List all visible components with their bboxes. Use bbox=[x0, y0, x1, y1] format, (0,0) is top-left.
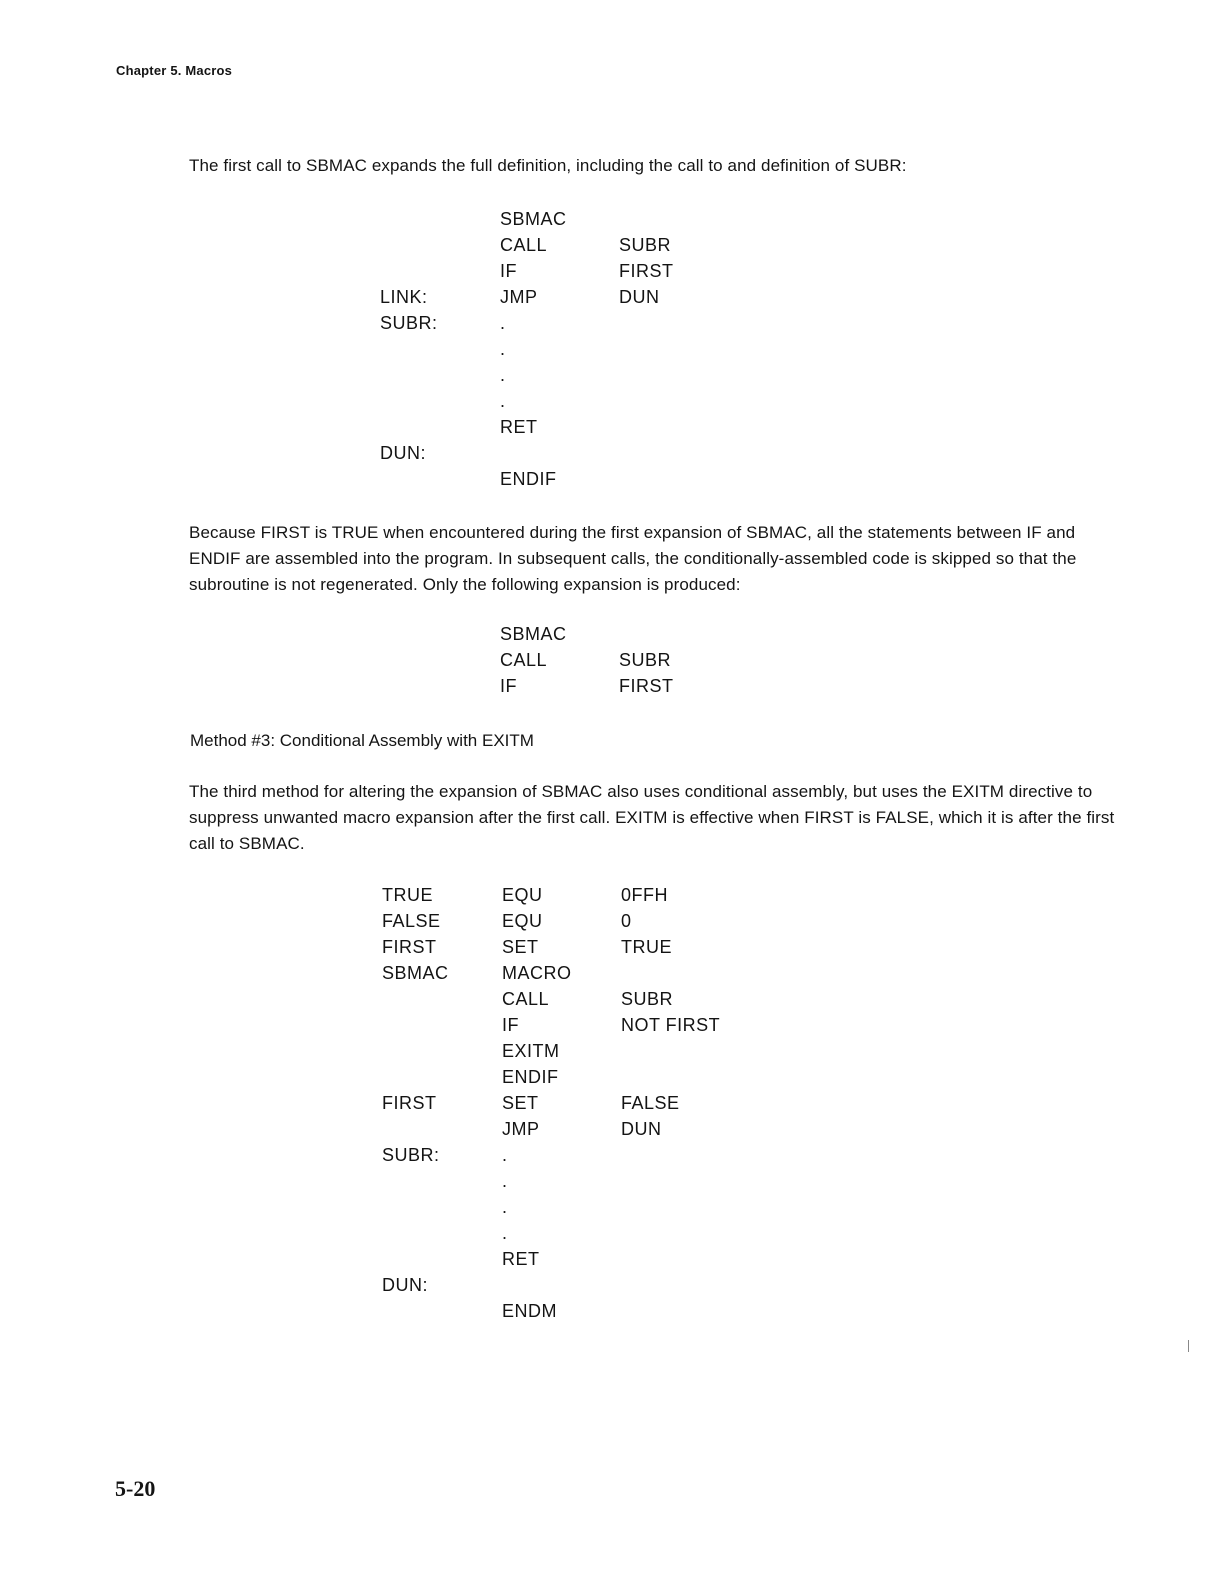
code-line bbox=[380, 440, 780, 466]
code-opcode: MACRO bbox=[502, 963, 572, 983]
code-line bbox=[380, 388, 780, 414]
code-line bbox=[380, 284, 780, 310]
code-line bbox=[382, 1194, 782, 1220]
code-line bbox=[382, 1298, 782, 1324]
code-line bbox=[380, 647, 780, 673]
section-heading-method-3: Method #3: Conditional Assembly with EXITM bbox=[190, 731, 534, 750]
code-operand: FIRST bbox=[619, 261, 674, 281]
code-line bbox=[380, 362, 780, 388]
code-opcode: . bbox=[502, 1197, 508, 1217]
code-listing-short-expansion bbox=[380, 621, 780, 699]
code-opcode: SET bbox=[502, 1093, 539, 1113]
code-line bbox=[382, 1038, 782, 1064]
code-opcode: IF bbox=[500, 261, 517, 281]
code-line bbox=[382, 1142, 782, 1168]
code-opcode: ENDM bbox=[502, 1301, 557, 1321]
code-opcode: ENDIF bbox=[500, 469, 557, 489]
code-operand: SUBR bbox=[619, 235, 672, 255]
code-opcode: CALL bbox=[500, 650, 548, 670]
code-operand: FALSE bbox=[621, 1093, 680, 1113]
code-label: DUN: bbox=[382, 1275, 428, 1295]
code-line bbox=[380, 673, 780, 699]
code-opcode: . bbox=[500, 339, 506, 359]
code-label: SBMAC bbox=[382, 963, 449, 983]
scan-artifact-mark bbox=[1188, 1340, 1189, 1352]
code-opcode: JMP bbox=[500, 287, 538, 307]
code-line bbox=[380, 621, 780, 647]
code-opcode: . bbox=[500, 391, 506, 411]
code-operand: DUN bbox=[619, 287, 660, 307]
running-header: Chapter 5. Macros bbox=[116, 63, 233, 78]
code-operand: TRUE bbox=[621, 937, 672, 957]
code-line bbox=[380, 232, 780, 258]
code-opcode: CALL bbox=[500, 235, 548, 255]
code-opcode: CALL bbox=[502, 989, 550, 1009]
code-line bbox=[382, 1168, 782, 1194]
code-listing-exitm-macro bbox=[382, 882, 782, 1324]
explanation-paragraph: Because FIRST is TRUE when encountered during the first expansion of SBMAC, all the statements between IF and ENDIF are assembled into the program. In subsequent calls, the conditionally-assembled code is skipped so that the subroutine is not regenerated. Only the following expansion is produced: bbox=[189, 523, 1077, 594]
code-line bbox=[380, 310, 780, 336]
code-listing-full-expansion bbox=[380, 206, 780, 492]
code-operand: FIRST bbox=[619, 676, 674, 696]
code-label: FALSE bbox=[382, 911, 441, 931]
code-label: SUBR: bbox=[382, 1145, 440, 1165]
code-opcode: IF bbox=[500, 676, 517, 696]
code-line bbox=[380, 414, 780, 440]
code-opcode: JMP bbox=[502, 1119, 540, 1139]
code-line bbox=[382, 934, 782, 960]
code-line bbox=[382, 882, 782, 908]
code-line bbox=[380, 206, 780, 232]
code-label: SUBR: bbox=[380, 313, 438, 333]
code-opcode: . bbox=[502, 1145, 508, 1165]
code-line bbox=[380, 466, 780, 492]
code-operand: SUBR bbox=[619, 650, 672, 670]
code-opcode: EXITM bbox=[502, 1041, 560, 1061]
code-operand: 0 bbox=[621, 911, 632, 931]
code-line bbox=[382, 1116, 782, 1142]
code-opcode: . bbox=[502, 1171, 508, 1191]
code-line bbox=[382, 1272, 782, 1298]
code-line bbox=[382, 1012, 782, 1038]
code-line bbox=[382, 1064, 782, 1090]
method-3-paragraph: The third method for altering the expansion of SBMAC also uses conditional assembly, but uses the EXITM directive to suppress unwanted macro expansion after the first call. EXITM is effective when FIRST is FALSE, which it is after the first call to SBMAC. bbox=[189, 782, 1115, 853]
code-label: TRUE bbox=[382, 885, 433, 905]
code-line bbox=[382, 960, 782, 986]
code-operand: SUBR bbox=[621, 989, 674, 1009]
code-operand: DUN bbox=[621, 1119, 662, 1139]
code-label: DUN: bbox=[380, 443, 426, 463]
code-line bbox=[380, 258, 780, 284]
code-label: LINK: bbox=[380, 287, 428, 307]
code-line bbox=[382, 908, 782, 934]
code-opcode: . bbox=[500, 313, 506, 333]
code-line bbox=[382, 986, 782, 1012]
code-opcode: IF bbox=[502, 1015, 519, 1035]
code-line bbox=[382, 1246, 782, 1272]
code-opcode: SET bbox=[502, 937, 539, 957]
page-number: 5-20 bbox=[115, 1476, 156, 1501]
intro-paragraph: The first call to SBMAC expands the full definition, including the call to and definition of SUBR: bbox=[189, 156, 907, 175]
code-opcode: ENDIF bbox=[502, 1067, 559, 1087]
code-opcode: EQU bbox=[502, 911, 543, 931]
code-line bbox=[382, 1090, 782, 1116]
code-opcode: RET bbox=[502, 1249, 540, 1269]
code-opcode: . bbox=[500, 365, 506, 385]
code-line bbox=[382, 1220, 782, 1246]
code-operand: 0FFH bbox=[621, 885, 668, 905]
code-label: FIRST bbox=[382, 1093, 437, 1113]
code-line bbox=[380, 336, 780, 362]
code-opcode: . bbox=[502, 1223, 508, 1243]
code-opcode: SBMAC bbox=[500, 624, 567, 644]
code-label: FIRST bbox=[382, 937, 437, 957]
code-opcode: RET bbox=[500, 417, 538, 437]
code-operand: NOT FIRST bbox=[621, 1015, 721, 1035]
code-opcode: EQU bbox=[502, 885, 543, 905]
code-opcode: SBMAC bbox=[500, 209, 567, 229]
